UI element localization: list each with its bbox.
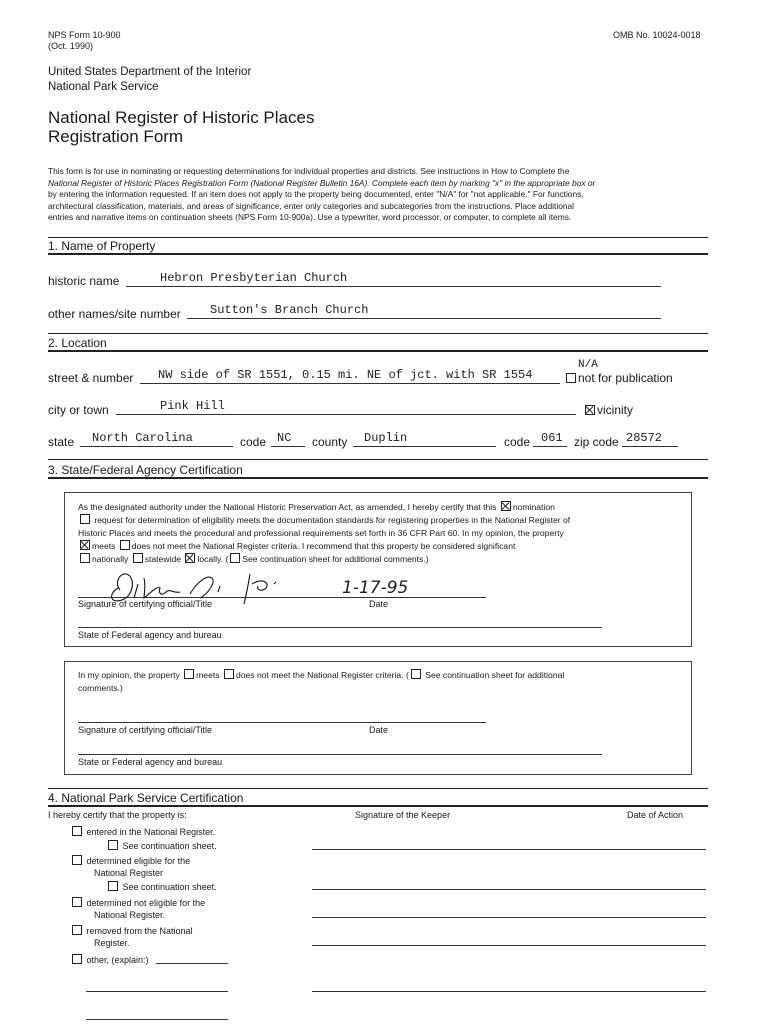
historic-name-label: historic name bbox=[48, 274, 120, 288]
form-date: (Oct. 1990) bbox=[48, 41, 94, 51]
historic-name-field[interactable]: Hebron Presbyterian Church bbox=[160, 271, 348, 285]
keeper-signature-label: Signature of the Keeper bbox=[355, 810, 451, 820]
opinion-agency-label: State or Federal agency and bureau bbox=[78, 757, 223, 767]
date-of-action-label: Date of Action bbox=[627, 810, 684, 820]
agency-label: State of Federal agency and bureau bbox=[78, 630, 222, 640]
opinion-signature-label: Signature of certifying official/Title bbox=[78, 725, 213, 735]
city-field[interactable]: Pink Hill bbox=[160, 399, 225, 413]
not-for-publication[interactable]: not for publication bbox=[564, 371, 673, 385]
page-subtitle: Registration Form bbox=[48, 127, 184, 146]
opinion-date-label: Date bbox=[369, 725, 389, 735]
department: United States Department of the Interior bbox=[48, 66, 252, 78]
zip-field[interactable]: 28572 bbox=[626, 431, 663, 445]
eligible-checkbox[interactable] bbox=[72, 855, 82, 865]
page-title: National Register of Historic Places bbox=[48, 108, 315, 127]
removed-option[interactable]: removed from the National bbox=[70, 925, 193, 936]
section-4-title: 4. National Park Service Certification bbox=[48, 791, 244, 805]
not-for-publication-checkbox[interactable] bbox=[566, 373, 576, 383]
county-code-label: code bbox=[504, 435, 531, 449]
locally-checkbox[interactable] bbox=[185, 553, 195, 563]
not-eligible-line2: National Register. bbox=[94, 910, 166, 920]
certification-text: As the designated authority under the National Historic Preservation Act, as amended, I hereby certify that this nomination request for determination of eligibility meets the documentation standards for registering properties in the National Register of Historic Places and meets the procedural and professional requirements set forth in 36 CFR Part 60. In my opinion, the property meets does not meet the National Register criteria. I recommend that this property be considered significant nationally statewide locally. ( See continuation sheet for additional comments.) bbox=[78, 502, 571, 564]
see-continuation-1[interactable]: See continuation sheet. bbox=[106, 840, 217, 851]
state-label: state bbox=[48, 435, 75, 449]
see-continuation-2[interactable]: See continuation sheet. bbox=[106, 881, 217, 892]
removed-checkbox[interactable] bbox=[72, 925, 82, 935]
continuation-checkbox[interactable] bbox=[230, 553, 240, 563]
opinion-not-meet-checkbox[interactable] bbox=[224, 669, 234, 679]
eligible-option[interactable]: determined eligible for the bbox=[70, 855, 190, 866]
zip-label: zip code bbox=[574, 435, 619, 449]
other-names-field[interactable]: Sutton's Branch Church bbox=[210, 303, 369, 317]
opinion-continuation-checkbox[interactable] bbox=[411, 669, 421, 679]
street-field[interactable]: NW side of SR 1551, 0.15 mi. NE of jct. with SR 1554 bbox=[158, 368, 533, 382]
vicinity[interactable]: vicinity bbox=[583, 403, 633, 417]
date-label: Date bbox=[369, 599, 389, 609]
county-field[interactable]: Duplin bbox=[364, 431, 408, 445]
vicinity-checkbox[interactable] bbox=[585, 405, 595, 415]
does-not-meet-checkbox[interactable] bbox=[120, 540, 130, 550]
omb-number: OMB No. 10024-0018 bbox=[613, 30, 701, 40]
not-eligible-option[interactable]: determined not eligible for the bbox=[70, 897, 205, 908]
section-3-title: 3. State/Federal Agency Certification bbox=[48, 463, 243, 477]
section-2-title: 2. Location bbox=[48, 336, 107, 350]
nomination-checkbox[interactable] bbox=[501, 501, 511, 511]
city-label: city or town bbox=[48, 403, 109, 417]
instructions: This form is for use in nominating or requesting determinations for individual properties and districts. See instructions in How to Complete the National Register of Historic Places Registration Form (National Register Bulletin 16A). Complete each item by marking "x" in the appropriate box or by entering the information requested. If an item does not apply to the property being documented, enter "N/A" for "not applicable." For functions, architectural classification, materials, and areas of significance, enter only categories and subcategories from the instructions. Place additional entries and narrative items on continuation sheets (NPS Form 10-900a). Use a typewriter, word processor, or computer, to complete all items. bbox=[48, 166, 596, 223]
county-code-field[interactable]: 061 bbox=[541, 431, 563, 445]
statewide-checkbox[interactable] bbox=[133, 553, 143, 563]
street-label: street & number bbox=[48, 371, 134, 385]
state-code-field[interactable]: NC bbox=[277, 431, 292, 445]
not-eligible-checkbox[interactable] bbox=[72, 897, 82, 907]
state-field[interactable]: North Carolina bbox=[92, 431, 193, 445]
na-mark: N/A bbox=[578, 359, 598, 371]
see-continuation-2-checkbox[interactable] bbox=[108, 881, 118, 891]
opinion-text: In my opinion, the property meets does not meet the National Register criteria. ( See continuation sheet for additional comments.) bbox=[78, 670, 565, 693]
entered-option[interactable]: entered in the National Register. bbox=[70, 826, 215, 837]
nationally-checkbox[interactable] bbox=[80, 553, 90, 563]
certify-label: I hereby certify that the property is: bbox=[48, 810, 187, 820]
signature-label: Signature of certifying official/Title bbox=[78, 599, 213, 609]
request-checkbox[interactable] bbox=[80, 514, 90, 524]
form-number: NPS Form 10-900 bbox=[48, 30, 121, 40]
opinion-meets-checkbox[interactable] bbox=[184, 669, 194, 679]
other-names-label: other names/site number bbox=[48, 307, 181, 321]
removed-line2: Register. bbox=[94, 938, 130, 948]
other-option[interactable]: other, (explain:) bbox=[70, 954, 149, 965]
other-checkbox[interactable] bbox=[72, 954, 82, 964]
state-code-label: code bbox=[240, 435, 267, 449]
meets-checkbox[interactable] bbox=[80, 540, 90, 550]
eligible-line2: National Register bbox=[94, 868, 164, 878]
entered-checkbox[interactable] bbox=[72, 826, 82, 836]
signature-date: 1-17-95 bbox=[342, 578, 409, 598]
service: National Park Service bbox=[48, 81, 159, 93]
see-continuation-1-checkbox[interactable] bbox=[108, 840, 118, 850]
county-label: county bbox=[312, 435, 348, 449]
section-1-title: 1. Name of Property bbox=[48, 239, 156, 253]
